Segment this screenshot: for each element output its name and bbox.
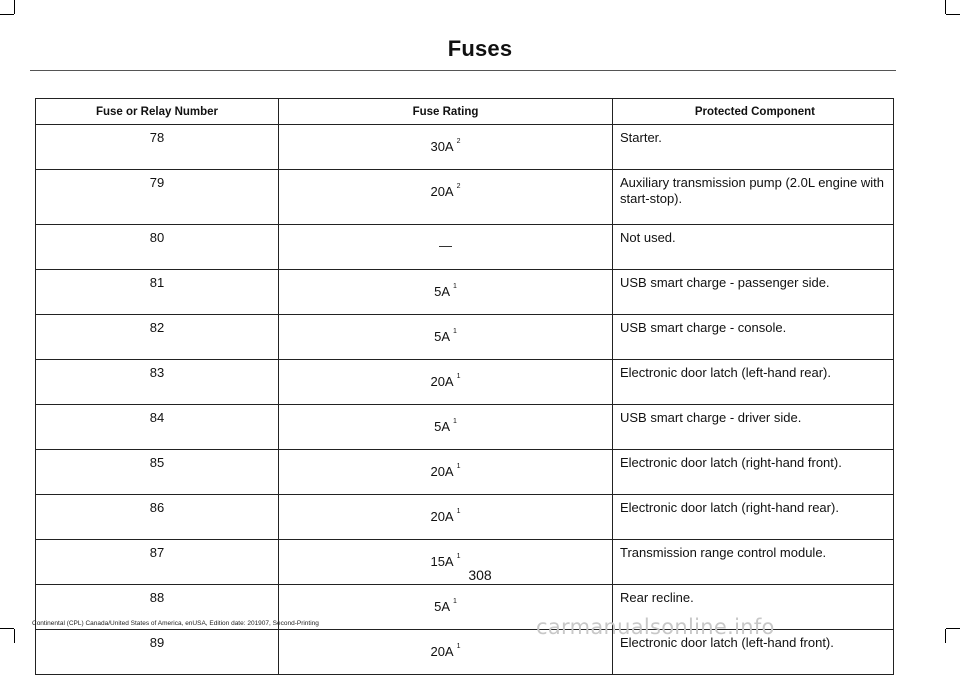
fuse-rating-cell <box>279 125 613 170</box>
footnote-marker: 1 <box>456 553 461 560</box>
table-row <box>36 405 894 450</box>
table-row <box>36 125 894 170</box>
crop-mark <box>14 629 15 643</box>
fuse-rating-cell <box>279 495 613 540</box>
fuse-number-cell: 83 <box>36 360 279 405</box>
table-row <box>36 450 894 495</box>
footnote-marker: 1 <box>453 598 457 605</box>
table-row <box>36 360 894 405</box>
protected-component-cell: Electronic door latch (left-hand rear). <box>613 360 894 405</box>
protected-component-cell: Starter. <box>613 125 894 170</box>
fuse-rating-cell <box>279 315 613 360</box>
page-title: Fuses <box>447 36 513 61</box>
footer-edition-text: Continental (CPL) Canada/United States of America, enUSA, Edition date: 201907, Second-Printing <box>32 620 319 627</box>
fuse-number-cell: 87 <box>36 540 279 585</box>
fuse-rating-value: — <box>439 238 452 253</box>
fuse-number-cell: 78 <box>36 125 279 170</box>
table-header-row <box>36 99 894 125</box>
column-header-number: Fuse or Relay Number <box>36 99 279 125</box>
fuse-number-cell: 81 <box>36 270 279 315</box>
crop-mark <box>946 14 960 15</box>
page-number: 308 <box>468 567 492 583</box>
fuse-rating-cell <box>279 270 613 315</box>
fuse-number-cell: 85 <box>36 450 279 495</box>
footnote-marker: 1 <box>456 643 461 650</box>
crop-mark <box>0 14 14 15</box>
protected-component-cell: Not used. <box>613 225 894 270</box>
fuse-number-cell: 80 <box>36 225 279 270</box>
fuse-number-cell: 86 <box>36 495 279 540</box>
fuse-rating-value: 20A <box>430 184 454 199</box>
fuse-rating-value: 20A <box>430 374 454 389</box>
footnote-marker: 1 <box>453 418 457 425</box>
footnote-marker: 1 <box>453 283 457 290</box>
fuse-number-cell: 89 <box>36 630 279 675</box>
protected-component-cell: Electronic door latch (right-hand front). <box>613 450 894 495</box>
fuse-rating-value: 5A <box>434 599 450 614</box>
footnote-marker: 1 <box>456 463 461 470</box>
table-row <box>36 225 894 270</box>
fuse-table <box>35 98 894 675</box>
protected-component-cell: Transmission range control module. <box>613 540 894 585</box>
fuse-rating-value: 5A <box>434 419 450 434</box>
fuse-rating-value: 30A <box>430 139 454 154</box>
table-body <box>36 125 894 675</box>
fuse-number-cell: 82 <box>36 315 279 360</box>
column-header-component: Protected Component <box>613 99 894 125</box>
crop-mark <box>14 0 15 14</box>
protected-component-cell: USB smart charge - driver side. <box>613 405 894 450</box>
crop-mark <box>945 629 946 643</box>
fuse-number-cell: 88 <box>36 585 279 630</box>
protected-component-cell: Rear recline. <box>613 585 894 630</box>
crop-mark <box>946 628 960 629</box>
protected-component-cell: Electronic door latch (right-hand rear). <box>613 495 894 540</box>
fuse-rating-cell <box>279 170 613 225</box>
fuse-rating-cell <box>279 405 613 450</box>
column-header-rating: Fuse Rating <box>279 99 613 125</box>
fuse-rating-cell <box>279 450 613 495</box>
fuse-rating-value: 15A <box>430 554 454 569</box>
fuse-rating-value: 20A <box>430 644 454 659</box>
protected-component-cell: USB smart charge - console. <box>613 315 894 360</box>
crop-mark <box>945 0 946 14</box>
fuse-rating-value: 5A <box>434 329 450 344</box>
header-divider <box>30 70 896 71</box>
table-row <box>36 170 894 225</box>
footnote-marker: 1 <box>456 508 461 515</box>
fuse-rating-value: 5A <box>434 284 450 299</box>
fuse-rating-value: 20A <box>430 509 454 524</box>
footnote-marker: 1 <box>453 328 457 335</box>
table-row <box>36 495 894 540</box>
fuse-number-cell: 79 <box>36 170 279 225</box>
footnote-marker: 1 <box>456 373 461 380</box>
watermark: carmanualsonline.info <box>536 615 775 639</box>
protected-component-cell: Electronic door latch (left-hand front). <box>613 630 894 675</box>
fuse-rating-value: 20A <box>430 464 454 479</box>
crop-mark <box>0 628 14 629</box>
fuse-rating-cell <box>279 225 613 270</box>
protected-component-cell: USB smart charge - passenger side. <box>613 270 894 315</box>
fuse-number-cell: 84 <box>36 405 279 450</box>
footnote-marker: 2 <box>456 138 461 145</box>
table-row <box>36 270 894 315</box>
protected-component-cell: Auxiliary transmission pump (2.0L engine with start-stop). <box>613 170 894 225</box>
footnote-marker: 2 <box>456 183 461 190</box>
table-row <box>36 315 894 360</box>
fuse-rating-cell <box>279 360 613 405</box>
